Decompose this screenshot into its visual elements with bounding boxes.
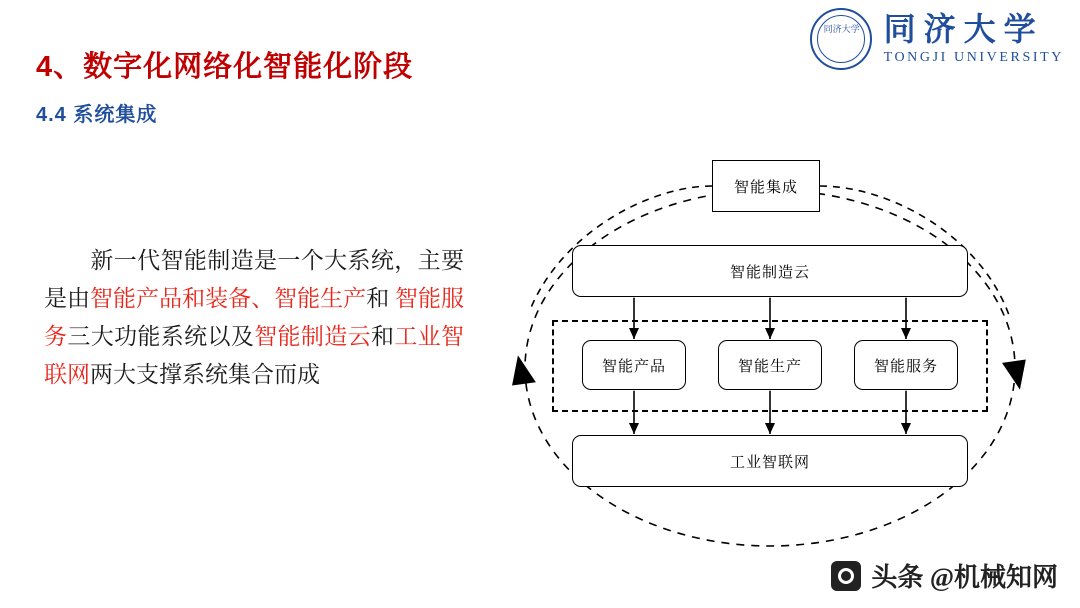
- watermark-text: 头条 @机械知网: [871, 563, 1058, 592]
- node-intelligent-integration: 智能集成: [712, 160, 820, 212]
- logo-name-en: TONGJI UNIVERSITY: [883, 50, 1064, 65]
- toutiao-logo-icon: [831, 561, 861, 591]
- node-intelligent-production: 智能生产: [718, 340, 822, 390]
- seal-inner-text: 同济大学: [823, 24, 860, 34]
- node-intelligent-service: 智能服务: [854, 340, 958, 390]
- node-intelligent-product: 智能产品: [582, 340, 686, 390]
- body-paragraph: [44, 242, 464, 394]
- paragraph-segment: 工业智联网: [44, 324, 465, 387]
- logo-text-block: [884, 13, 1064, 65]
- system-integration-diagram: [490, 140, 1070, 570]
- paragraph-segment: 智能产品和装备、智能生产: [90, 286, 367, 311]
- paragraph-segment: 智能制造云: [254, 324, 371, 349]
- paragraph-segment: 两大支撑系统集合而成: [90, 362, 320, 387]
- logo-name-cn: 同济大学: [883, 11, 1044, 47]
- section-subtitle: 4.4 系统集成: [36, 104, 158, 126]
- node-industrial-internet: 工业智联网: [572, 435, 968, 487]
- paragraph-segment: 新一代智能制造是一个大系统，主要是由: [44, 248, 464, 311]
- paragraph-segment: 三大功能系统以及: [67, 324, 255, 349]
- slide-header: [0, 0, 1080, 140]
- paragraph-segment: 和: [370, 324, 395, 349]
- tongji-seal-icon: [810, 8, 872, 70]
- page-title: 4、数字化网络化智能化阶段: [36, 51, 414, 83]
- node-manufacturing-cloud: 智能制造云: [572, 245, 968, 297]
- watermark: [831, 557, 1058, 594]
- paragraph-segment: 智能服务: [44, 286, 465, 349]
- university-logo: [810, 8, 1064, 70]
- paragraph-segment: 和: [366, 286, 395, 311]
